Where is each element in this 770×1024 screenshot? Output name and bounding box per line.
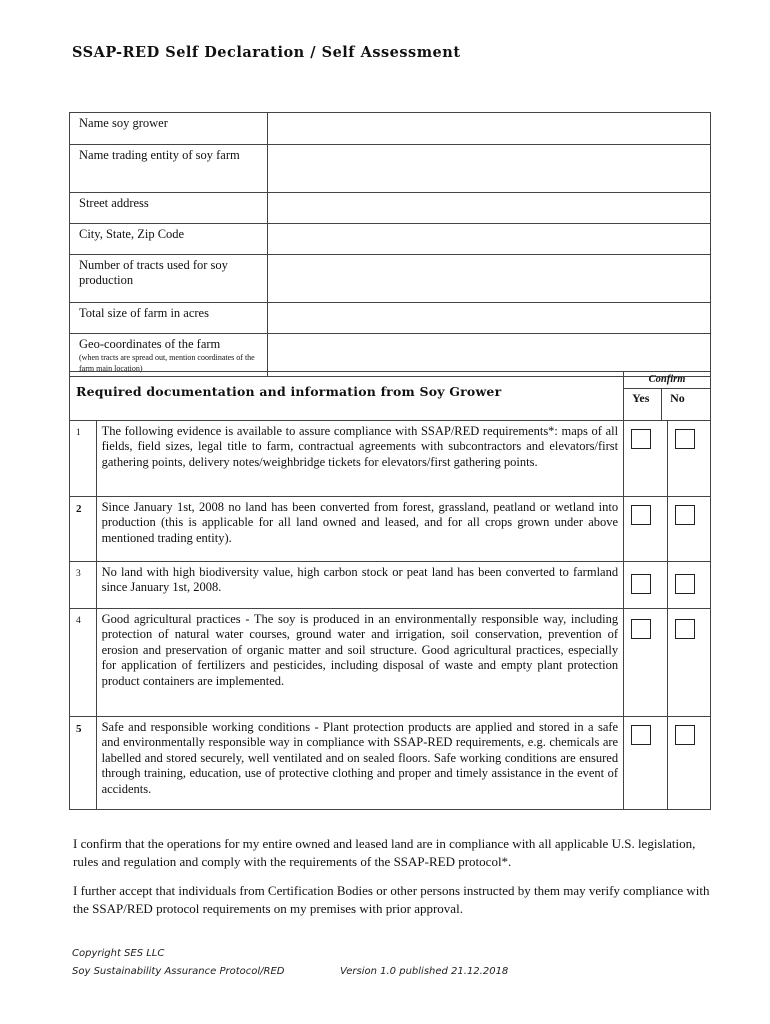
no-checkbox[interactable]	[675, 574, 695, 594]
yes-cell	[624, 420, 667, 496]
info-label: Total size of farm in acres	[70, 303, 268, 334]
compliance-statement: I confirm that the operations for my entire owned and leased land are in compliance with all applicable U.S. legislation, rules and regulation and comply with the requirements of the SSAP-RED protocol*.	[73, 836, 696, 869]
requirements-header-row	[70, 372, 711, 421]
no-cell	[667, 716, 710, 809]
info-label: Name trading entity of soy farm	[70, 145, 268, 193]
requirement-row-3	[70, 561, 711, 608]
footer-version: Version 1.0 published 21.12.2018	[340, 966, 509, 977]
no-checkbox[interactable]	[675, 429, 695, 449]
no-cell	[667, 420, 710, 496]
requirement-number: 1	[70, 420, 97, 496]
yes-header: Yes	[624, 389, 662, 420]
yes-cell	[624, 716, 667, 809]
info-label: City, State, Zip Code	[70, 224, 268, 255]
requirement-text: Since January 1st, 2008 no land has been converted from forest, grassland, peatland or wetland into production (this is applicable for all land owned and leased, and for all crops grown under above mentioned trading entity).	[96, 496, 624, 561]
yes-checkbox[interactable]	[631, 429, 651, 449]
yes-checkbox[interactable]	[631, 725, 651, 745]
requirement-text: The following evidence is available to assure compliance with SSAP/RED requirements*: maps of all fields, field sizes, legal title to farm, contractual agreements with subcontractors and elevators/first gathering points, delivery notes/weighbridge tickets for elevators/first gathering points.	[96, 420, 624, 496]
requirement-number: 5	[70, 716, 97, 809]
no-checkbox[interactable]	[675, 725, 695, 745]
no-checkbox[interactable]	[675, 505, 695, 525]
yes-checkbox[interactable]	[631, 574, 651, 594]
requirement-text: No land with high biodiversity value, high carbon stock or peat land has been converted to farmland since January 1st, 2008.	[96, 561, 624, 608]
requirement-text: Safe and responsible working conditions - Plant protection products are applied and stored in a safe and environmentally responsible way in compliance with SSAP-RED requirements, e.g. chemicals are labelled and stored securely, well ventilated and on sealed floors. Safe working conditions are ensured through training, education, use of protective clothing and proper and timely assistance in the event of accidents.	[96, 716, 624, 809]
info-row-street-address	[70, 193, 711, 224]
requirement-row-4	[70, 608, 711, 716]
document-title: SSAP-RED Self Declaration / Self Assessment	[72, 44, 461, 61]
requirement-number: 2	[70, 496, 97, 561]
info-row-name-grower	[70, 113, 711, 145]
requirement-row-5	[70, 716, 711, 809]
info-value-field[interactable]	[268, 113, 711, 145]
no-checkbox[interactable]	[675, 619, 695, 639]
info-value-field[interactable]	[268, 193, 711, 224]
yes-checkbox[interactable]	[631, 505, 651, 525]
info-row-city-state-zip	[70, 224, 711, 255]
verification-statement: I further accept that individuals from Certification Bodies or other persons instructed by them may verify compliance with the SSAP/RED protocol requirements on my premises with prior approval.	[73, 883, 710, 916]
no-cell	[667, 496, 710, 561]
confirm-label: Confirm	[648, 374, 686, 385]
requirements-header-title: Required documentation and information from Soy Grower	[70, 372, 624, 421]
grower-info-table	[69, 112, 711, 377]
footer-protocol: Soy Sustainability Assurance Protocol/RED	[72, 966, 285, 977]
footer-copyright: Copyright SES LLC	[72, 948, 165, 959]
confirm-header	[624, 372, 711, 421]
no-header: No	[670, 390, 685, 405]
requirement-row-2	[70, 496, 711, 561]
yes-cell	[624, 496, 667, 561]
info-value-field[interactable]	[268, 224, 711, 255]
requirements-table	[69, 371, 711, 810]
info-row-farm-size	[70, 303, 711, 334]
info-value-field[interactable]	[268, 303, 711, 334]
info-value-field[interactable]	[268, 255, 711, 303]
yes-cell	[624, 561, 667, 608]
info-label: Name soy grower	[70, 113, 268, 145]
yes-checkbox[interactable]	[631, 619, 651, 639]
yes-no-header	[624, 388, 710, 420]
requirement-row-1	[70, 420, 711, 496]
no-cell	[667, 608, 710, 716]
no-cell	[667, 561, 710, 608]
info-row-trading-entity	[70, 145, 711, 193]
info-label: Street address	[70, 193, 268, 224]
info-label: Geo-coordinates of the farm	[79, 337, 221, 351]
yes-cell	[624, 608, 667, 716]
info-label: Number of tracts used for soy production	[70, 255, 268, 303]
requirement-number: 3	[70, 561, 97, 608]
requirement-text: Good agricultural practices - The soy is produced in an environmentally responsible way, including protection of natural water courses, ground water and irrigation, soil conservation, prevention of erosion and preservation of organic matter and soil structure. Good agricultural practices, especially for application of fertilizers and pesticides, including disposal of waste and empty plant protection product containers are implemented.	[96, 608, 624, 716]
requirement-number: 4	[70, 608, 97, 716]
info-row-tracts	[70, 255, 711, 303]
info-value-field[interactable]	[268, 145, 711, 193]
info-label-note: (when tracts are spread out, mention coordinates of the farm main location)	[79, 353, 255, 373]
